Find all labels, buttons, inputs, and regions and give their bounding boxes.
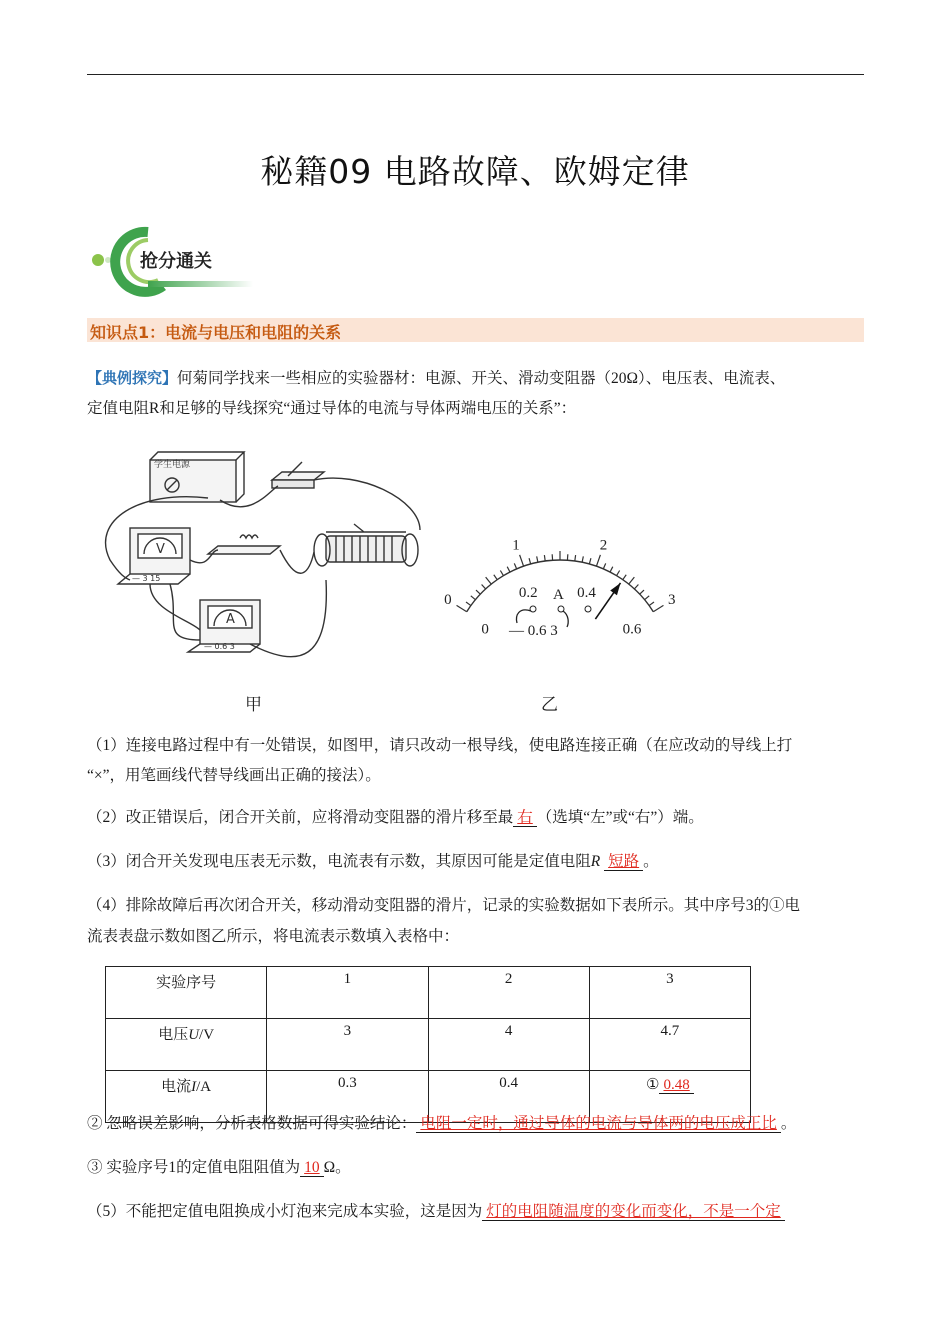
dial-tick <box>653 605 663 611</box>
figure-caption-right: 乙 <box>541 695 558 715</box>
dial-label-bottom: 0.2 <box>518 584 538 601</box>
table-cell: 0.4 <box>428 1071 589 1123</box>
q5 <box>87 1197 864 1227</box>
q4b-text: ② 忽略误差影响，分析表格数据可得实验结论： <box>87 1115 417 1132</box>
q5-answer: 灯的电阻随温度的变化而变化，不是一个定 <box>486 1203 781 1220</box>
table-row <box>106 967 751 1019</box>
dial-tick <box>494 575 497 580</box>
dial-label-bottom: 0.6 <box>622 621 642 638</box>
badge-text: 抢分通关 <box>140 251 212 272</box>
table-answer: 0.48 <box>663 1077 690 1093</box>
q4-line-2: 流表表盘示数如图乙所示，将电流表示数填入表格中： <box>87 928 460 945</box>
dial-unit: A <box>553 587 564 603</box>
q2 <box>87 803 864 833</box>
dial-tick <box>529 558 531 564</box>
dial-tick <box>629 577 635 584</box>
q4c-after: Ω。 <box>323 1159 351 1176</box>
intro-line-2: 定值电阻R和足够的导线探究“通过导体的电流与导体两端电压的关系”： <box>87 400 577 417</box>
intro-tag: 【典例探究】 <box>87 369 178 387</box>
q2-text: （2）改正错误后，闭合开关前，应将滑动变阻器的滑片移至最 <box>87 809 514 826</box>
dial-tick <box>500 570 503 575</box>
ammeter-label: A <box>226 612 235 627</box>
ammeter-terminals: — 0.6 3 <box>204 642 235 651</box>
table-cell: 4.7 <box>589 1019 750 1071</box>
dial-tick <box>575 555 576 561</box>
q4-line-1: （4）排除故障后再次闭合开关，移动滑动变阻器的滑片，记录的实验数据如下表所示。其中序号3的①电 <box>87 897 801 914</box>
dial-tick <box>645 596 650 600</box>
dial-tick <box>507 567 510 572</box>
voltmeter-terminals: — 3 15 <box>132 574 161 583</box>
q4c-text: ③ 实验序号1的定值电阻阻值为 <box>87 1159 301 1176</box>
dial-tick <box>649 602 654 606</box>
table-cell: 3 <box>589 967 750 1019</box>
intro-line-1 <box>87 363 864 394</box>
data-table <box>105 966 751 1123</box>
dial-tick <box>544 555 545 561</box>
q1-line-1: （1）连接电路过程中有一处错误，如图甲，请只改动一根导线，使电路连接正确（在应改动的导线上打 <box>87 737 793 754</box>
dial-tick <box>623 575 626 580</box>
dial-tick <box>457 605 467 611</box>
page-title: 秘籍09 电路故障、欧姆定律 <box>260 152 690 191</box>
table-cell: 3 <box>267 1019 428 1071</box>
dial-tick <box>610 567 613 572</box>
q4c <box>87 1153 864 1183</box>
dial-tick <box>471 596 476 600</box>
table-cell: 1 <box>267 967 428 1019</box>
dial-tick <box>466 602 471 606</box>
badge-dot-icon <box>92 254 104 266</box>
q3 <box>87 847 864 877</box>
ammeter-dial <box>445 495 675 645</box>
q2-answer: 右 <box>517 809 533 826</box>
q4b-answer: 电阻一定时，通过导体的电流与导体两的电压成正比 <box>420 1115 777 1132</box>
circuit-figure <box>100 440 440 680</box>
q3-var: R <box>590 853 601 870</box>
q5-text: （5）不能把定值电阻换成小灯泡来完成本实验，这是因为 <box>87 1203 483 1220</box>
knowledge-point-heading: 知识点1：电流与电压和电阻的关系 <box>90 323 342 342</box>
dial-label-top: 3 <box>667 592 676 609</box>
q4b <box>87 1109 864 1139</box>
badge-dot-icon <box>105 257 111 263</box>
dial-label-top: 2 <box>599 537 608 554</box>
figure-caption-left: 甲 <box>245 695 262 715</box>
table-cell: ① 0.48 <box>589 1071 750 1123</box>
dial-terminals: — 0.6 3 <box>509 623 558 639</box>
dial-tick <box>634 585 638 589</box>
supply-label: 学生电源 <box>154 460 191 470</box>
table-cell: 2 <box>428 967 589 1019</box>
dial-tick <box>514 563 516 569</box>
q2-after: （选填“左”或“右”）端。 <box>536 809 704 826</box>
dial-tick <box>617 570 620 575</box>
dial-label-top: 1 <box>512 537 520 554</box>
dial-tick <box>596 555 600 566</box>
header-rule <box>87 74 864 75</box>
q3-answer: 短路 <box>608 853 640 870</box>
dial-tick <box>537 556 538 562</box>
table-cell: 电压U/V <box>106 1019 267 1071</box>
dial-tick <box>476 590 480 594</box>
dial-tick <box>482 585 486 589</box>
dial-label-bottom: 0 <box>481 621 489 638</box>
dial-tick <box>582 556 583 562</box>
table-cell: 实验序号 <box>106 967 267 1019</box>
voltmeter-label: V <box>156 542 165 557</box>
q3-after: 。 <box>643 853 659 870</box>
dial-tick <box>486 577 492 584</box>
dial-tick <box>640 590 644 594</box>
dial-label-top: 0 <box>444 592 452 609</box>
q3-text: （3）闭合开关发现电压表无示数，电流表有示数，其原因可能是定值电阻 <box>87 853 591 870</box>
q4b-after: 。 <box>780 1115 797 1132</box>
dial-tick <box>589 558 591 564</box>
dial-tick <box>603 563 605 569</box>
q4c-answer: 10 <box>304 1159 320 1176</box>
dial-tick <box>520 555 524 566</box>
table-cell: 4 <box>428 1019 589 1071</box>
table-cell: 电流I/A <box>106 1071 267 1123</box>
intro-text-1: 何菊同学找来一些相应的实验器材：电源、开关、滑动变阻器（20Ω）、电压表、电流表、 <box>177 370 786 387</box>
dial-needle-head <box>610 583 620 595</box>
q1-line-2: “×”，用笔画线代替导线画出正确的接法）。 <box>87 767 381 784</box>
table-row <box>106 1019 751 1071</box>
table-cell: 0.3 <box>267 1071 428 1123</box>
dial-label-bottom: 0.4 <box>577 584 596 601</box>
